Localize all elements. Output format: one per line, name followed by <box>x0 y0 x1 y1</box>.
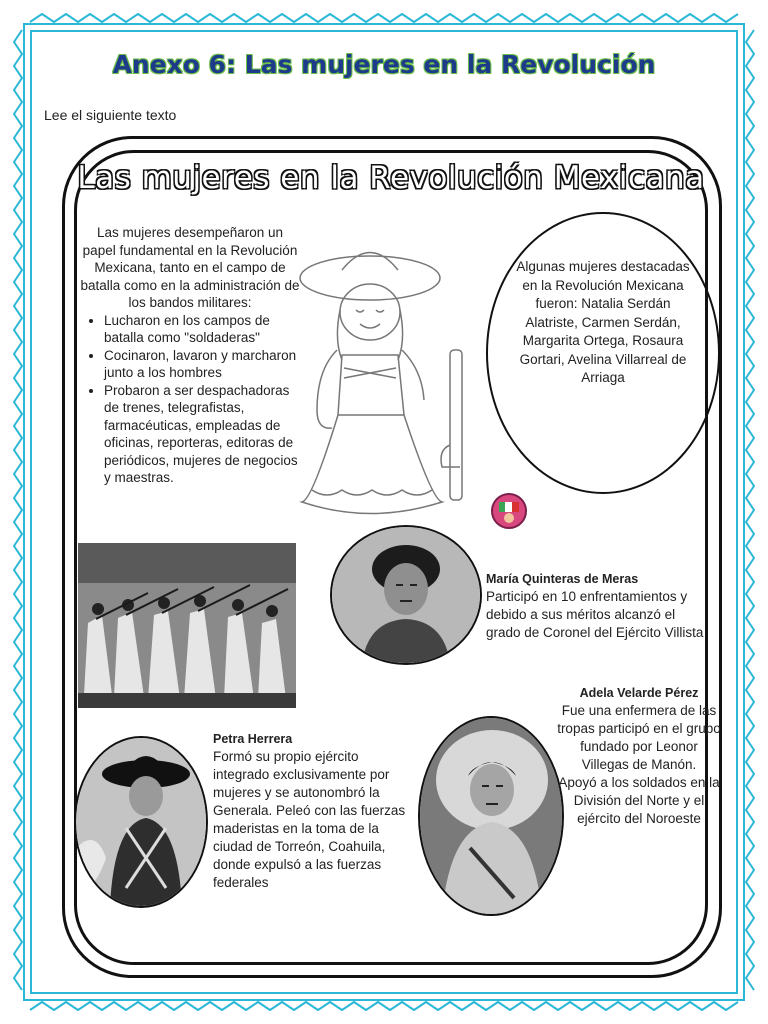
petra-herrera-bio <box>213 730 413 892</box>
bullet-item: • Probaron a ser despachadoras de trenes, telegrafistas, farmacéuticas, empleadas de oficinas, reporteras, editoras de periódicos, mujeres de negocios y maestras. <box>104 382 300 487</box>
bio-name: Petra Herrera <box>213 732 293 746</box>
bio-text: Participó en 10 enfrentamientos y debido a sus méritos alcanzó el grado de Coronel del Ejército Villista <box>486 589 704 640</box>
adela-velarde-portrait <box>418 716 564 916</box>
instruction-text: Lee el siguiente texto <box>44 107 177 123</box>
bio-text: Formó su propio ejército integrado exclusivamente por mujeres y se autonombró la Generala. Peleó con las fuerzas maderistas en la toma de la ciudad de Torreón, Coahuila, donde expulsó a las fuerzas federales <box>213 749 406 890</box>
maria-quinteras-bio <box>486 570 706 642</box>
bio-text: Fue una enfermera de las tropas participó en el grupo fundado por Leonor Villegas de Manón. <box>557 703 721 772</box>
bullet-list <box>80 312 300 487</box>
card-title: Las mujeres en la Revolución Mexicana <box>77 160 705 196</box>
page-title: Anexo 6: Las mujeres en la Revolución <box>112 50 656 79</box>
intro-paragraph: Las mujeres desempeñaron un papel fundamental en la Revolución Mexicana, tanto en el campo de batalla como en la administración de los bandos militares: <box>80 225 300 310</box>
intro-block <box>80 224 300 487</box>
featured-women-text: Algunas mujeres destacadas en la Revolución Mexicana fueron: Natalia Serdán Alatriste, Carmen Serdán, Margarita Ortega, Rosaura Gortari, Avelina Villarreal de Arriaga <box>516 259 690 385</box>
soldadera-illustration <box>292 240 492 530</box>
bullet-item: • Lucharon en los campos de batalla como "soldaderas" <box>104 312 300 347</box>
petra-herrera-portrait <box>74 736 208 908</box>
bio-name: María Quinteras de Meras <box>486 572 639 586</box>
soldaderas-group-photo <box>78 543 296 708</box>
maria-quinteras-portrait <box>330 525 482 665</box>
bio-text: Apoyó a los soldados en la División del Norte y el ejército del Noroeste <box>558 775 720 826</box>
logo-badge-icon <box>490 492 528 530</box>
bio-name: Adela Velarde Pérez <box>579 686 699 700</box>
adela-velarde-bio <box>556 684 722 828</box>
bullet-item: • Cocinaron, lavaron y marcharon junto a los hombres <box>104 347 300 382</box>
